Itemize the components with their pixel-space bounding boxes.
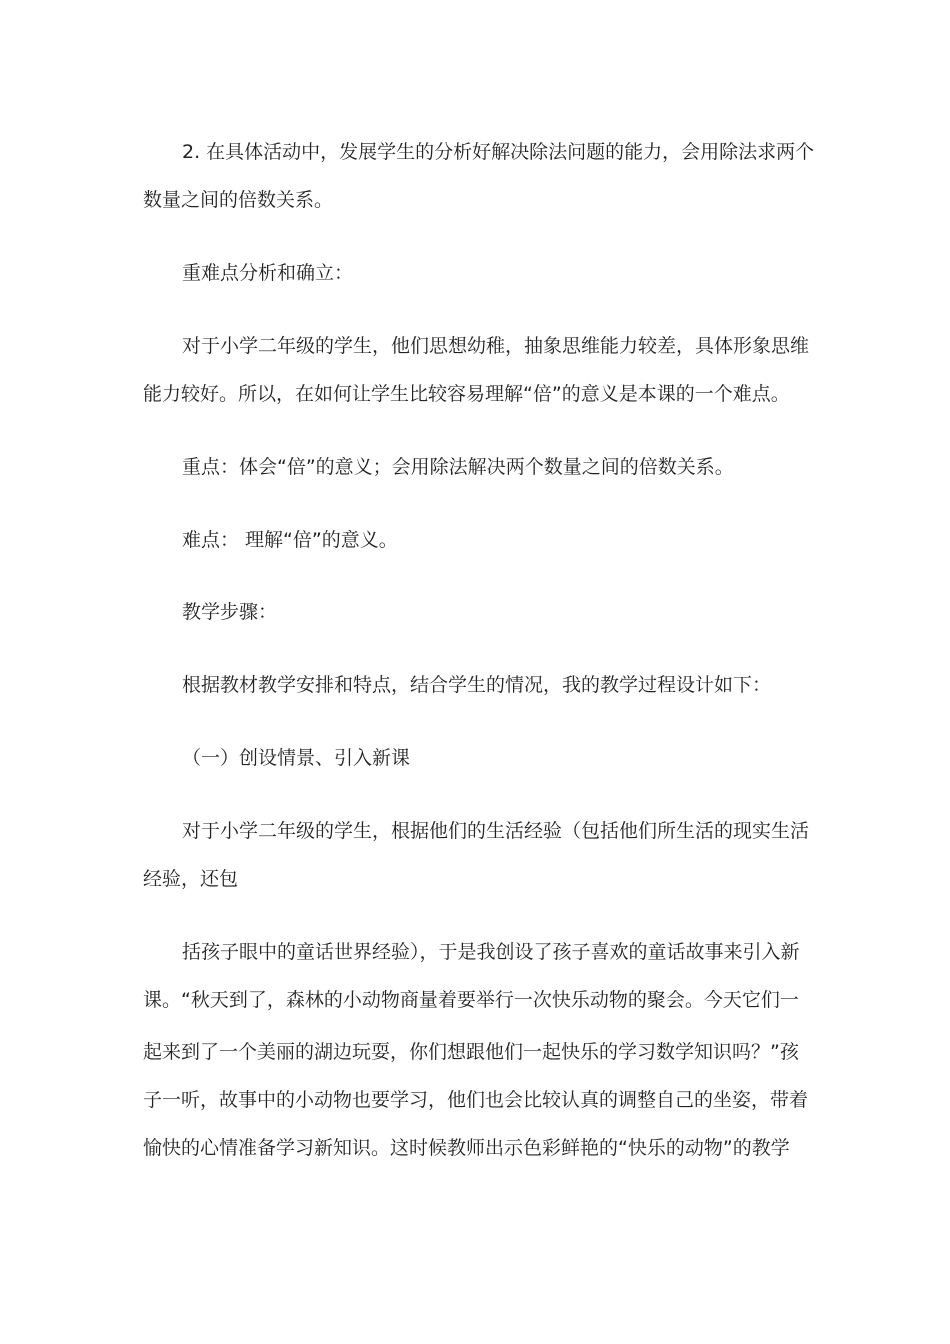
paragraph-goal-2-line-1: 2. 在具体活动中，发展学生的分析好解决除法问题的能力，会用除法求两个: [182, 141, 815, 163]
paragraph-analysis-line-1: 对于小学二年级的学生，他们思想幼稚，抽象思维能力较差，具体形象思维: [182, 335, 810, 357]
heading-section-1: （一）创设情景、引入新课: [182, 747, 411, 769]
heading-teaching-steps: 教学步骤：: [182, 601, 278, 623]
paragraph-process-intro: 根据教材教学安排和特点，结合学生的情况，我的教学过程设计如下：: [182, 674, 772, 696]
paragraph-section-1-line-1: 对于小学二年级的学生，根据他们的生活经验（包括他们所生活的现实生活: [182, 820, 810, 842]
paragraph-story-line-3: 起来到了一个美丽的湖边玩耍，你们想跟他们一起快乐的学习数学知识吗？”孩: [143, 1041, 799, 1063]
paragraph-story-line-2: 课。“秋天到了，森林的小动物商量着要举行一次快乐动物的聚会。今天它们一: [143, 989, 799, 1011]
paragraph-story-line-5: 愉快的心情准备学习新知识。这时候教师出示色彩鲜艳的“快乐的动物”的教学: [143, 1137, 790, 1159]
paragraph-story-line-4: 子一听，故事中的小动物也要学习，他们也会比较认真的调整自己的坐姿，带着: [143, 1089, 809, 1111]
paragraph-section-1-line-2: 经验，还包: [143, 868, 239, 890]
paragraph-analysis-line-2: 能力较好。所以，在如何让学生比较容易理解“倍”的意义是本课的一个难点。: [143, 383, 790, 405]
heading-key-difficult-points: 重难点分析和确立：: [182, 262, 354, 284]
paragraph-key-point: 重点：体会“倍”的意义；会用除法解决两个数量之间的倍数关系。: [182, 456, 734, 478]
paragraph-difficult-point: 难点： 理解“倍”的意义。: [182, 529, 398, 551]
paragraph-goal-2-line-2: 数量之间的倍数关系。: [143, 189, 334, 211]
paragraph-story-line-1: 括孩子眼中的童话世界经验），于是我创设了孩子喜欢的童话故事来引入新: [182, 941, 800, 963]
